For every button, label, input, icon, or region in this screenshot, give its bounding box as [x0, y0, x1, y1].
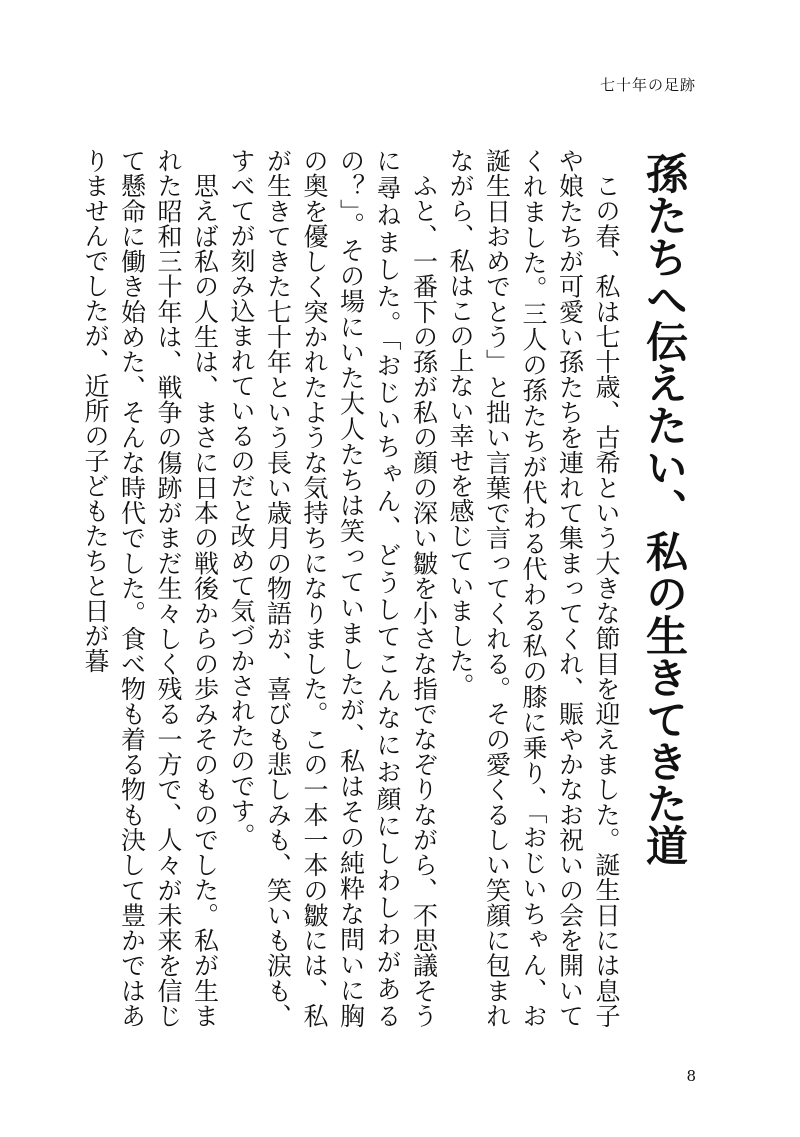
running-header: 七十年の足跡: [599, 76, 696, 94]
vertical-text-area: [81, 148, 696, 1029]
paragraph: この春、私は七十歳、古希という大きな節目を迎えました。誕生日には息子や娘たちが可愛い孫たちを連れて集まってくれ、賑やかなお祝いの会を開いてくれました。三人の孫たちが代わる代わる私の膝に乗り、「おじいちゃん、お誕生日おめでとう」と拙い言葉で言ってくれる。その愛くるしい笑顔に包まれながら、私はこの上ない幸せを感じていました。: [446, 148, 621, 1029]
chapter-title: 孫たちへ伝えたい、私の生きてきた道: [640, 152, 689, 866]
page-number: 8: [686, 1067, 696, 1085]
paragraph: ふと、一番下の孫が私の顔の深い皺を小さな指でなぞりながら、不思議そうに尋ねました。「おじいちゃん、どうしてこんなにお顔にしわしわがあるの？」。その場にいた大人たちは笑っていましたが、私はその純粋な問いに胸の奥を優しく突かれたような気持ちになりました。この一本一本の皺には、私が生きてきた七十年という長い歳月の物語が、喜びも悲しみも、笑いも涙も、すべてが刻み込まれているのだと改めて気づかされたのです。: [227, 148, 439, 1028]
body-text: [77, 148, 625, 1028]
paragraph: 思えば私の人生は、まさに日本の戦後からの歩みそのものでした。私が生まれた昭和三十年は、戦争の傷跡がまだ生々しく残る一方で、人々が未来を信じて懸命に働き始めた、そんな時代でした。食べ物も着る物も決して豊かではありませんでしたが、近所の子どもたちと日が暮: [81, 148, 220, 1028]
